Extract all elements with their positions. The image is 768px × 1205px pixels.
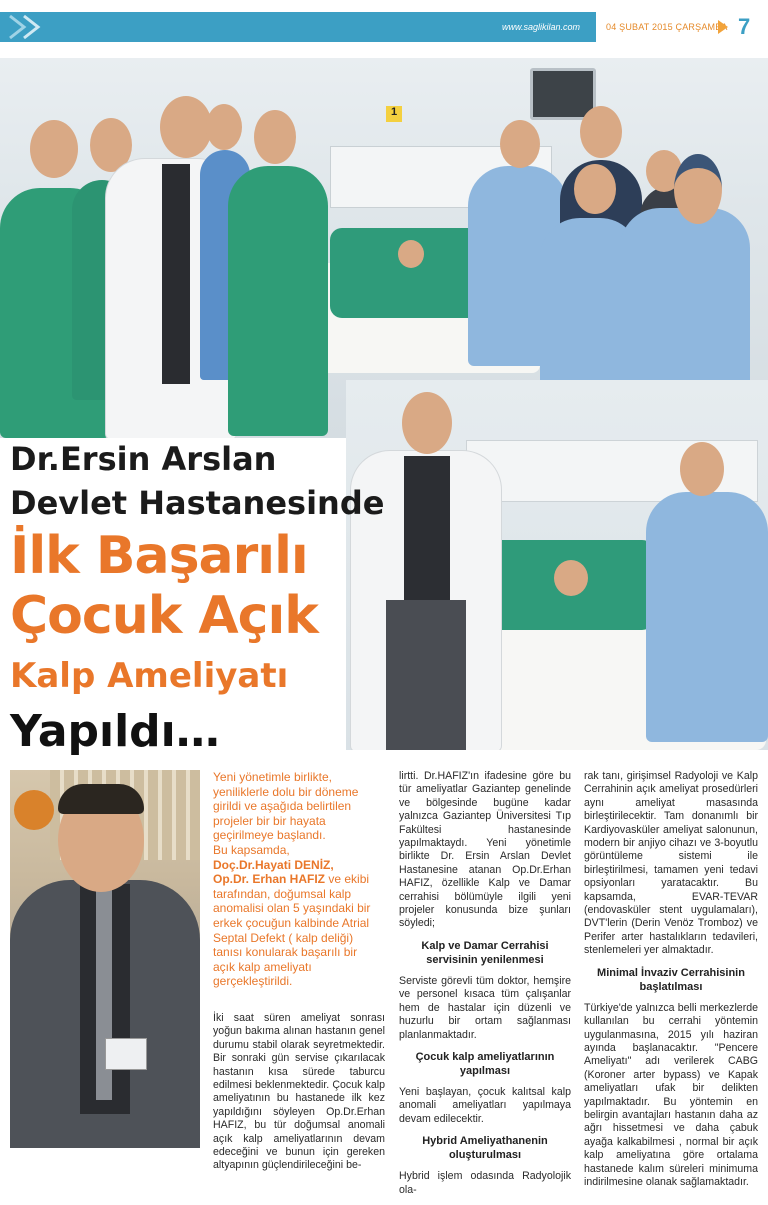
headline-line-1: Dr.Ersin Arslan	[10, 440, 277, 478]
id-badge	[105, 1038, 147, 1070]
nurse-head	[500, 120, 540, 168]
lead-text-2: Bu kapsamda,	[213, 842, 290, 857]
article-column-3	[584, 770, 758, 1197]
paragraph: Yeni başlayan, çocuk kalıtsal kalp anomali ameliyatları yapılmaya devam edilecektir.	[399, 1085, 571, 1125]
headline-line-3: İlk Başarılı	[10, 526, 308, 586]
staff-head	[580, 106, 622, 158]
paragraph: İki saat süren ameliyat sonrası yoğun bakıma alınan hastanın genel durumu stabil olarak seyretmektedir. Bir sonraki gün servise çıkarılacak hastanın kısa sürede taburcu edilmesi beklenmektedir. Çocuk kalp ameliyatının bu hastanede ilk kez yapıldığını söyleyen Op.Dr.Erhan HAFIZ, bu tür doğumsal anomali açık kalp ameliyatlarının devam edeceğini ve bunun için gereken altyapının güçlendirileceğini be-	[213, 1012, 385, 1172]
lead-paragraph	[213, 770, 381, 989]
doctor-head	[402, 392, 452, 454]
doctor-head	[160, 96, 212, 158]
issue-date: 04 ŞUBAT 2015 ÇARŞAMBA	[606, 22, 728, 32]
doctor-with-child-photo	[346, 380, 768, 750]
paragraph: rak tanı, girişimsel Radyoloji ve Kalp Cerrahinin açık ameliyat prosedürleri aynı ameliyat masasında birleştirilecektir. Tam donanımlı bir Kardiyovasküler ameliyat salonunun, modern bir anjiyo cihazı ve 3-boyutlu görüntüleme sistemi ile birleştirilmesi, tamamen yeni tedavi opsiyonları yaratacaktır. Bu kapsamda, EVAR-TEVAR (endovasküler stent uygulamaları), DVT'lerin (Derin Venöz Tromboz) ve Perifer arter hastalıkların tedavileri, stenlemeleri yer almaktadır.	[584, 770, 758, 957]
lead-text-1: Yeni yönetimle birlikte, yeniliklerle dolu bir döneme girildi ve aşağıda belirtilen projeler bir bir hayata geçirilmeye başlandı.	[213, 770, 359, 843]
subheading: Çocuk kalp ameliyatlarının yapılması	[415, 1050, 555, 1077]
surgeon-gown	[646, 492, 768, 742]
surgeon-figure	[228, 166, 328, 436]
headline-line-6: Yapıldı…	[10, 706, 220, 757]
paragraph: lirtti. Dr.HAFIZ'ın ifadesine göre bu tür ameliyatlar Gaziantep genelinde ve bölgesinde bugüne kadar yalnızca Gaziantep Üniversitesi Tıp Fakültesi hastanesinde yapılmaktaydı. Yeni yönetimle birlikte Dr. Ersin Arslan Devlet Hastanesine atanan Op.Dr.Erhan HAFIZ, özellikle Kalp ve Damar cerrahisi bölümüyle ilgili yeni projeler konusunda bize şunları söyledi;	[399, 770, 571, 930]
trousers	[386, 600, 466, 750]
page-number: 7	[738, 14, 751, 39]
flowers	[14, 790, 54, 830]
surgeon-head	[254, 110, 296, 164]
subheading: Minimal İnvaziv Cerrahisinin başlatılması	[597, 966, 745, 993]
headline-line-4: Çocuk Açık	[10, 586, 318, 646]
lead-name-1: Doç.Dr.Hayati DENİZ,	[213, 857, 334, 872]
article-column-1	[213, 1012, 385, 1181]
paragraph: Türkiye'de yalnızca belli merkezlerde kullanılan bu cerrahi yöntemin uygulanmasına, 2015 yılı haziran ayında başlanacaktır. "Pencere Ameliyatı" adı verilerek CABG (Koroner arter bypass) ve Kapak ameliyatları ufak bir delikten yapılmaktadır. Bu yöntemin en belirgin avantajları hastanın daha az ağrı hissetmesi ve daha çabuk ayağa kalkabilmesi , normal bir açık kalp ameliyatına göre ortalama hastanede kalım süreleri minimuma indirilmesine olanak sağlamaktadır.	[584, 1001, 758, 1188]
subheading: Hybrid Ameliyathanenin oluşturulması	[422, 1135, 548, 1162]
lead-name-2: Op.Dr. Erhan HAFIZ	[213, 872, 326, 887]
paragraph: Hybrid işlem odasında Radyolojik ola-	[399, 1170, 571, 1196]
page-header	[0, 0, 768, 58]
headline-line-2: Devlet Hastanesinde	[10, 484, 385, 522]
site-url: www.saglikilan.com	[501, 22, 580, 32]
surgeon-head	[30, 120, 78, 178]
article-column-2	[399, 770, 571, 1205]
triangle-icon	[718, 20, 728, 34]
lead-text-3: ve ekibi tarafından, doğumsal kalp anomalisi olan 5 yaşındaki bir erkek çocuğun kalbinde Atrial Septal Defekt ( kalp deliği) tanısı konularak başarılı bir açık kalp ameliyatı gerçekleştirildi.	[213, 872, 371, 989]
hair	[58, 784, 144, 814]
nurse-head	[674, 154, 722, 224]
child-head	[398, 240, 424, 268]
chevron-right-icon	[6, 14, 54, 40]
nurse-head	[574, 164, 616, 214]
headline-line-5: Kalp Ameliyatı	[10, 656, 289, 696]
portrait-photo	[10, 770, 200, 1148]
bed-number-sign: 1	[386, 106, 402, 122]
subheading: Kalp ve Damar Cerrahisi servisinin yenilenmesi	[421, 939, 549, 966]
paragraph: Serviste görevli tüm doktor, hemşire ve personel kısaca tüm çalışanlar hem de hastalar için düzenli ve huzurlu bir ortam sağlanması planlanmaktadır.	[399, 974, 571, 1041]
tie	[162, 164, 190, 384]
child-head	[554, 560, 588, 596]
staff-head	[206, 104, 242, 150]
surgeon-head	[680, 442, 724, 496]
